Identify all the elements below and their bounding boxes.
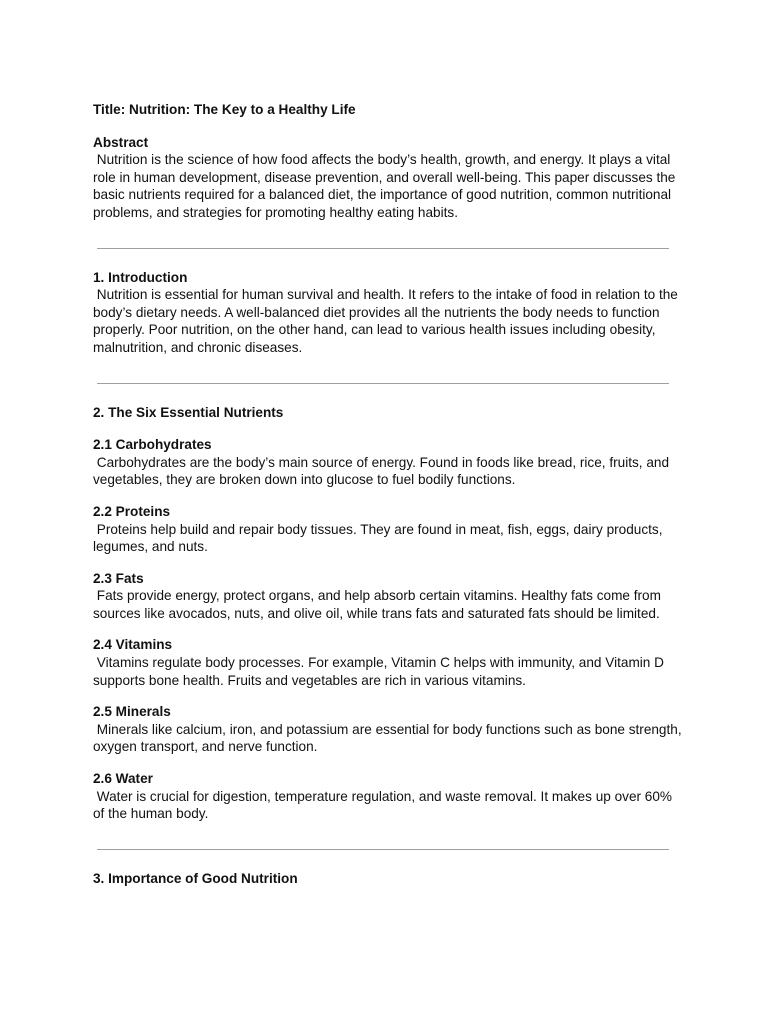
introduction-section	[93, 269, 683, 357]
subsection-heading: 2.5 Minerals	[93, 704, 171, 720]
document-title: Title: Nutrition: The Key to a Healthy Life	[93, 102, 356, 117]
introduction-heading: 1. Introduction	[93, 269, 188, 285]
importance-heading: 3. Importance of Good Nutrition	[93, 870, 298, 886]
introduction-text: Nutrition is essential for human survival and health. It refers to the intake of food in relation to the body’s dietary needs. A well-balanced diet provides all the nutrients the body needs to function properly. Poor nutrition, on the other hand, can lead to various health issues including obesity, malnutrition, and chronic diseases.	[93, 287, 682, 355]
subsection-text: Carbohydrates are the body’s main source of energy. Found in foods like bread, rice, fruits, and vegetables, they are broken down into glucose to fuel bodily functions.	[93, 454, 673, 488]
subsection-heading: 2.4 Vitamins	[93, 637, 173, 653]
abstract-text: Nutrition is the science of how food affects the body’s health, growth, and energy. It plays a vital role in human development, disease prevention, and overall well-being. This paper discusses the basic nutrients required for a balanced diet, the importance of good nutrition, common nutritional problems, and strategies for promoting healthy eating habits.	[93, 152, 680, 220]
subsection-heading: 2.1 Carbohydrates	[93, 437, 212, 453]
nutrients-heading: 2. The Six Essential Nutrients	[93, 404, 284, 420]
subsection-minerals	[93, 703, 686, 756]
subsection-text: Proteins help build and repair body tissues. They are found in meat, fish, eggs, dairy products, legumes, and nuts.	[93, 521, 667, 555]
subsection-vitamins	[93, 636, 683, 689]
subsection-fats	[93, 570, 683, 623]
abstract-heading: Abstract	[93, 134, 149, 150]
subsection-text: Minerals like calcium, iron, and potassium are essential for body functions such as bone strength, oxygen transport, and nerve function.	[93, 721, 686, 755]
subsection-heading: 2.6 Water	[93, 771, 153, 787]
subsection-text: Water is crucial for digestion, temperature regulation, and waste removal. It makes up over 60% of the human body.	[93, 788, 676, 822]
subsection-carbohydrates	[93, 436, 683, 489]
document-page	[93, 101, 686, 887]
subsection-text: Fats provide energy, protect organs, and help absorb certain vitamins. Healthy fats come from sources like avocados, nuts, and olive oil, while trans fats and saturated fats should be limited.	[93, 588, 665, 621]
subsection-heading: 2.3 Fats	[93, 570, 144, 586]
importance-section	[93, 870, 683, 888]
subsection-heading: 2.2 Proteins	[93, 503, 171, 519]
abstract-section	[93, 134, 683, 222]
subsection-proteins	[93, 503, 683, 556]
nutrients-section	[93, 404, 686, 823]
subsection-water	[93, 770, 683, 823]
subsection-text: Vitamins regulate body processes. For example, Vitamin C helps with immunity, and Vitamin D supports bone health. Fruits and vegetables are rich in various vitamins.	[93, 655, 668, 688]
